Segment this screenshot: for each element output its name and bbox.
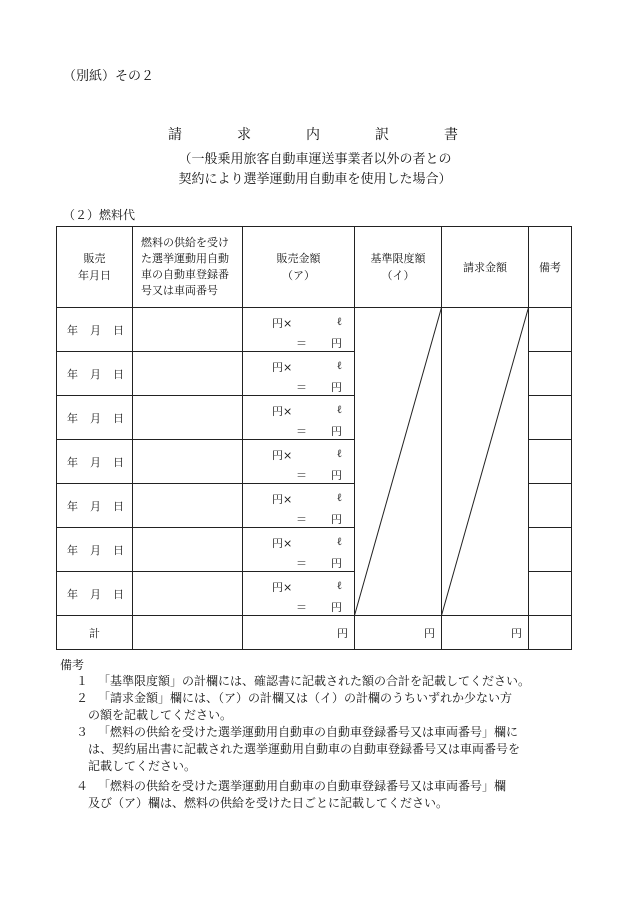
date-cell[interactable]: [57, 440, 133, 484]
liter-label: ℓ: [336, 315, 342, 328]
note-item-1: [76, 673, 566, 690]
vehicle-number-cell[interactable]: [133, 484, 243, 528]
date-cell[interactable]: [57, 572, 133, 616]
vehicle-number-cell[interactable]: [133, 528, 243, 572]
note-text: は、契約届出書に記載された選挙運動用自動車の自動車登録番号又は車両番号を: [88, 742, 521, 756]
note-text: 記載してください。: [88, 759, 197, 773]
day-label: 日: [113, 367, 124, 381]
section-label: （２）燃料代: [63, 208, 136, 222]
header-text: 基準限度額: [370, 252, 426, 265]
header-text: た選挙運動用自動: [141, 252, 229, 265]
standard-limit-merged-cell: [355, 308, 442, 616]
sale-amount-cell[interactable]: [243, 352, 355, 396]
table-row: [57, 308, 572, 352]
header-text: 燃料の供給を受け: [141, 236, 229, 249]
sale-amount-cell[interactable]: [243, 396, 355, 440]
day-label: 日: [113, 587, 124, 601]
equals-label: ＝: [296, 601, 307, 614]
title-char: 書: [444, 127, 458, 143]
equals-label: ＝: [296, 381, 307, 394]
month-label: 月: [90, 455, 101, 469]
note-text: 「燃料の供給を受けた選挙運動用自動車の自動車登録番号又は車両番号」欄に: [98, 725, 519, 739]
equals-label: ＝: [296, 337, 307, 350]
yen-times-label: 円×: [272, 581, 293, 594]
header-text: 販売: [83, 252, 106, 265]
year-label: 年: [67, 455, 78, 469]
year-label: 年: [67, 367, 78, 381]
year-label: 年: [67, 543, 78, 557]
vehicle-number-cell[interactable]: [133, 572, 243, 616]
sale-amount-cell[interactable]: [243, 528, 355, 572]
vehicle-number-cell[interactable]: [133, 440, 243, 484]
total-remarks-cell: [529, 616, 572, 650]
note-text: 及び（ア）欄は、燃料の供給を受けた日ごとに記載してください。: [88, 796, 449, 810]
month-label: 月: [90, 323, 101, 337]
remarks-cell[interactable]: [529, 484, 572, 528]
remarks-cell[interactable]: [529, 572, 572, 616]
day-label: 日: [113, 499, 124, 513]
liter-label: ℓ: [336, 447, 342, 460]
document-title: [168, 124, 458, 144]
yen-times-label: 円×: [272, 405, 293, 418]
liter-label: ℓ: [336, 359, 342, 372]
title-char: 内: [306, 127, 320, 143]
year-label: 年: [67, 411, 78, 425]
vehicle-number-cell[interactable]: [133, 352, 243, 396]
yen-label: 円: [331, 425, 342, 438]
note-text: 「請求金額」欄には、（ア）の計欄又は（イ）の計欄のうちいずれか少ない方: [98, 691, 513, 705]
total-vehicle-cell: [133, 616, 243, 650]
sale-amount-cell[interactable]: [243, 484, 355, 528]
header-standard-limit: [355, 227, 442, 308]
date-cell[interactable]: [57, 484, 133, 528]
note-item-2: [76, 690, 566, 724]
yen-times-label: 円×: [272, 449, 293, 462]
header-text: 請求金額: [463, 260, 507, 274]
remarks-cell[interactable]: [529, 440, 572, 484]
liter-label: ℓ: [336, 535, 342, 548]
header-text: 販売金額: [276, 252, 321, 265]
header-claim-amount: [442, 227, 529, 308]
remarks-cell[interactable]: [529, 352, 572, 396]
date-cell[interactable]: [57, 308, 133, 352]
claim-amount-merged-cell: [442, 308, 529, 616]
header-sale-amount: [243, 227, 355, 308]
note-text: の額を記載してください。: [88, 708, 233, 722]
total-label: 計: [57, 616, 133, 650]
remarks-cell[interactable]: [529, 396, 572, 440]
day-label: 日: [113, 411, 124, 425]
month-label: 月: [90, 543, 101, 557]
month-label: 月: [90, 499, 101, 513]
year-label: 年: [67, 499, 78, 513]
yen-label: 円: [331, 337, 342, 350]
equals-label: ＝: [296, 557, 307, 570]
note-text: 「燃料の供給を受けた選挙運動用自動車の自動車登録番号又は車両番号」欄: [98, 779, 507, 793]
liter-label: ℓ: [336, 403, 342, 416]
month-label: 月: [90, 367, 101, 381]
note-number: １: [76, 674, 89, 688]
month-label: 月: [90, 587, 101, 601]
header-vehicle-number: [133, 227, 243, 308]
yen-times-label: 円×: [272, 317, 293, 330]
month-label: 月: [90, 411, 101, 425]
yen-times-label: 円×: [272, 361, 293, 374]
yen-label: 円: [331, 557, 342, 570]
header-text: （ア）: [282, 269, 315, 282]
equals-label: ＝: [296, 469, 307, 482]
date-cell[interactable]: [57, 396, 133, 440]
note-text: 「基準限度額」の計欄には、確認書に記載された額の合計を記載してください。: [98, 674, 531, 688]
day-label: 日: [113, 323, 124, 337]
vehicle-number-cell[interactable]: [133, 308, 243, 352]
remarks-cell[interactable]: [529, 308, 572, 352]
header-sale-date: [57, 227, 133, 308]
note-number: ４: [76, 779, 89, 793]
yen-times-label: 円×: [272, 493, 293, 506]
header-text: 年月日: [78, 269, 111, 282]
liter-label: ℓ: [336, 579, 342, 592]
yen-label: 円: [331, 601, 342, 614]
day-label: 日: [113, 543, 124, 557]
year-label: 年: [67, 587, 78, 601]
subtitle-line-1: （一般乗用旅客自動車運送事業者以外の者との: [178, 152, 452, 167]
header-text: 号又は車両番号: [141, 284, 218, 297]
remarks-cell[interactable]: [529, 528, 572, 572]
total-sale-amount[interactable]: 円: [243, 616, 355, 650]
note-number: ２: [76, 691, 89, 705]
title-char: 請: [168, 127, 182, 143]
total-standard-limit[interactable]: 円: [355, 616, 442, 650]
note-number: ３: [76, 725, 89, 739]
sale-amount-cell[interactable]: [243, 308, 355, 352]
total-claim-amount[interactable]: 円: [442, 616, 529, 650]
title-char: 訳: [375, 127, 389, 143]
header-remarks: [529, 227, 572, 308]
day-label: 日: [113, 455, 124, 469]
header-text: 車の自動車登録番: [141, 268, 229, 281]
note-item-3: [76, 724, 566, 775]
year-label: 年: [67, 323, 78, 337]
yen-label: 円: [331, 469, 342, 482]
header-text: 備考: [539, 260, 561, 274]
equals-label: ＝: [296, 425, 307, 438]
fuel-cost-table: [56, 226, 572, 650]
yen-times-label: 円×: [272, 537, 293, 550]
vehicle-number-cell[interactable]: [133, 396, 243, 440]
note-item-4: [76, 778, 566, 812]
date-cell[interactable]: [57, 352, 133, 396]
header-text: （イ）: [381, 269, 415, 282]
title-char: 求: [237, 127, 251, 143]
notes-heading: 備考: [60, 658, 85, 672]
total-row: [57, 616, 572, 650]
subtitle-line-2: 契約により選挙運動用自動車を使用した場合）: [178, 172, 452, 187]
equals-label: ＝: [296, 513, 307, 526]
date-cell[interactable]: [57, 528, 133, 572]
liter-label: ℓ: [336, 491, 342, 504]
sale-amount-cell[interactable]: [243, 572, 355, 616]
sale-amount-cell[interactable]: [243, 440, 355, 484]
attachment-label: （別紙）その２: [63, 69, 155, 84]
yen-label: 円: [331, 513, 342, 526]
yen-label: 円: [331, 381, 342, 394]
table-header-row: [57, 227, 572, 308]
